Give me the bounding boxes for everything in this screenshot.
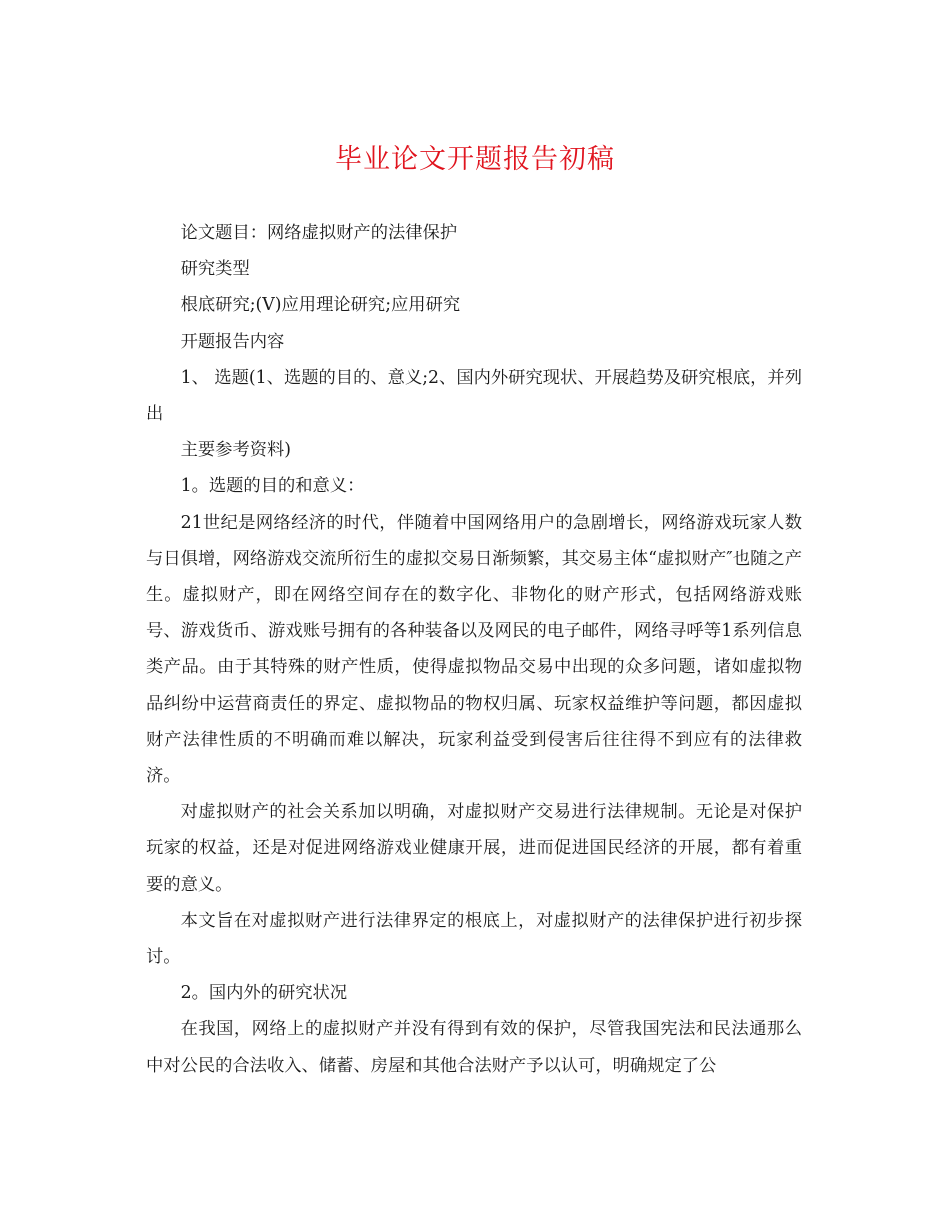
paragraph-background: 21世纪是网络经济的时代，伴随着中国网络用户的急剧增长，网络游戏玩家人数与日俱增，网络游戏交流所衍生的虚拟交易日渐频繁，其交易主体“虚拟财产″也随之产生。虚拟财产，即在网络空间存在的数字化、非物化的财产形式，包括网络游戏账号、游戏货币、游戏账号拥有的各种装备以及网民的电子邮件，网络寻呼等1系列信息类产品。由于其特殊的财产性质，使得虚拟物品交易中出现的众多问题，诸如虚拟物品纠纷中运营商责任的界定、虚拟物品的物权归属、玩家权益维护等问题，都因虚拟财产法律性质的不明确而难以解决，玩家利益受到侵害后往往得不到应有的法律救济。 <box>146 512 802 787</box>
document-body <box>146 215 802 1084</box>
paragraph-references-note: 主要参考资料) <box>180 440 292 461</box>
paragraph-topic-heading: 1、 选题(1、选题的目的、意义;2、国内外研究现状、开展趋势及研究根底，并列出 <box>146 367 802 425</box>
paragraph-thesis-title: 论文题目：网络虚拟财产的法律保护 <box>180 223 458 243</box>
paragraph-significance: 对虚拟财产的社会关系加以明确，对虚拟财产交易进行法律规制。无论是对保护玩家的权益，还是对促进网络游戏业健康开展，进而促进国民经济的开展，都有着重要的意义。 <box>146 802 802 895</box>
paragraph-purpose-heading: 1。选题的目的和意义： <box>180 476 365 497</box>
paragraph-research-type-options: 根底研究;(V)应用理论研究;应用研究 <box>180 295 461 316</box>
document-title: 毕业论文开题报告初稿 <box>335 144 615 175</box>
paragraph-research-status-heading: 2。国内外的研究状况 <box>180 983 348 1004</box>
paragraph-domestic-status: 在我国，网络上的虚拟财产并没有得到有效的保护，尽管我国宪法和民法通那么中对公民的合法收入、储蓄、房屋和其他合法财产予以认可，明确规定了公 <box>146 1019 802 1076</box>
paragraph-aim: 本文旨在对虚拟财产进行法律界定的根底上，对虚拟财产的法律保护进行初步探讨。 <box>146 910 802 968</box>
paragraph-research-type-label: 研究类型 <box>180 259 250 280</box>
paragraph-report-content-label: 开题报告内容 <box>180 331 285 352</box>
